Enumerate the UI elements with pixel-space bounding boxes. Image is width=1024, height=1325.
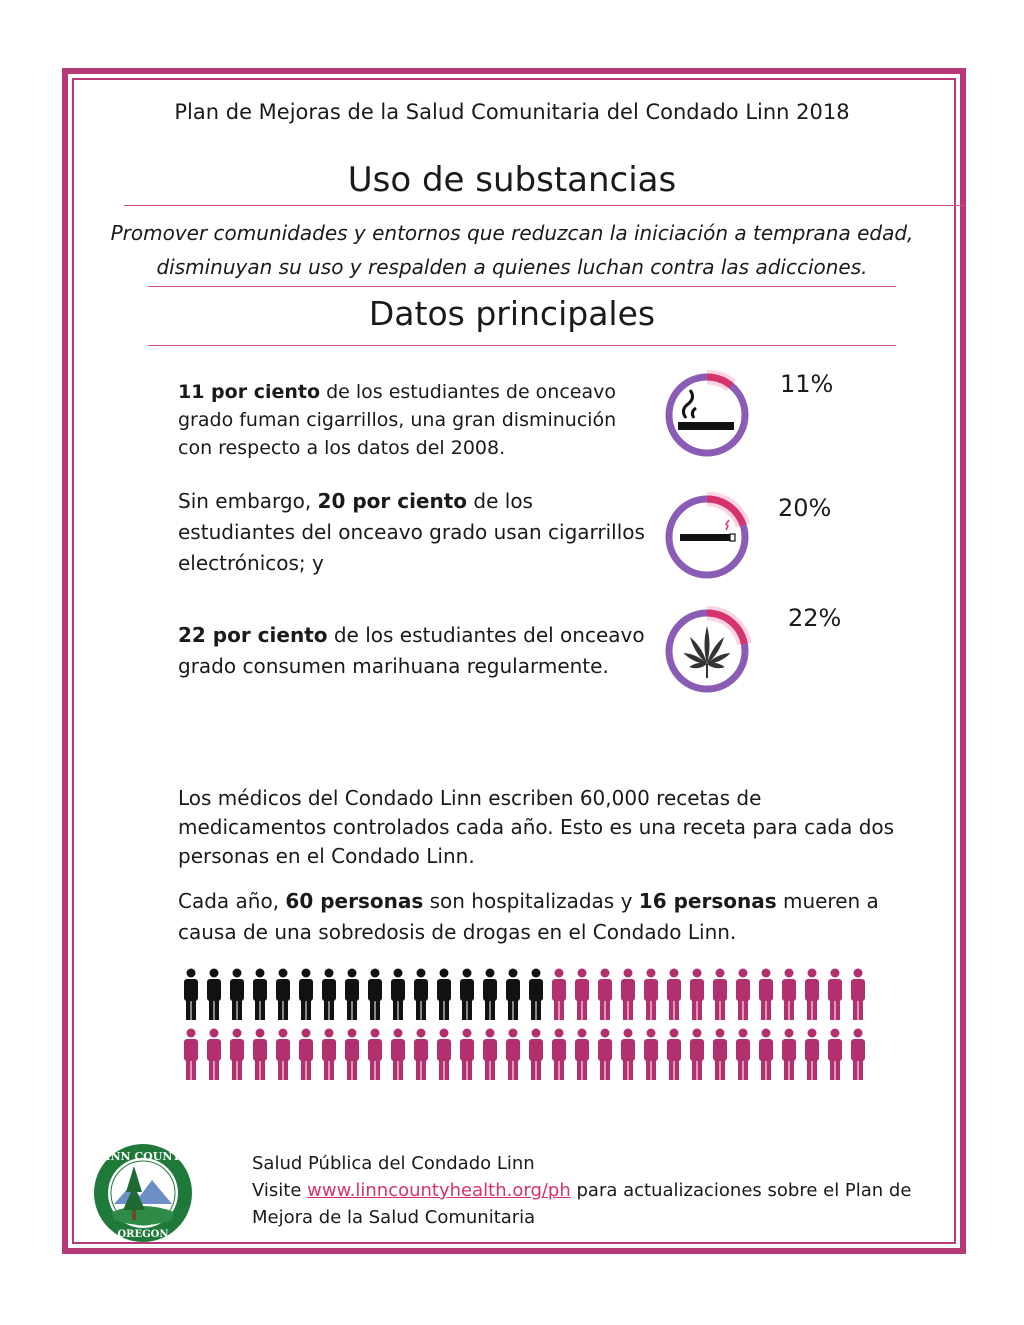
seal-state: OREGON [117,1229,169,1240]
person-icon-death [460,969,474,1021]
overdose-prefix: Cada año, [178,889,286,913]
person-icon-hospitalized [345,1029,359,1081]
key-facts-rule [148,345,896,346]
fact-marijuana-text: de los estudiantes del onceavo grado consumen marihuana regularmente. [178,623,645,678]
cigarette-body [678,422,734,430]
person-icon-hospitalized [690,969,704,1021]
footer-after: para actualizaciones sobre el Plan de Mejora de la Salud Comunitaria [252,1180,912,1228]
person-icon-death [437,969,451,1021]
person-icon-death [368,969,382,1021]
person-icon-death [506,969,520,1021]
person-icon-hospitalized [736,1029,750,1081]
person-icon-hospitalized [253,1029,267,1081]
person-icon-hospitalized [621,969,635,1021]
person-icon-death [322,969,336,1021]
fact-ecigarette-bold: 20 por ciento [317,489,468,513]
footer-org: Salud Pública del Condado Linn [252,1153,535,1174]
person-icon-hospitalized [690,1029,704,1081]
marijuana-ring [662,606,752,696]
person-icon-death [391,969,405,1021]
leaf-blade [705,626,710,664]
person-icon-hospitalized [851,969,865,1021]
person-icon-hospitalized [230,1029,244,1081]
prescriptions-paragraph: Los médicos del Condado Linn escriben 60,000 recetas de medicamentos controlados cada año. Esto es una receta para cada dos personas en el Condado Linn. [178,786,895,868]
person-icon-death [253,969,267,1021]
person-icon-hospitalized [805,969,819,1021]
seal-text: LINN COUNTY [97,1150,189,1163]
person-icon-hospitalized [299,1029,313,1081]
overdose-hospitalized: 60 personas [285,889,424,913]
fact-ecigarette [178,486,648,579]
ecig-body [680,534,730,541]
person-icon-hospitalized [667,1029,681,1081]
person-icon-hospitalized [276,1029,290,1081]
section-title: Uso de substancias [347,160,677,200]
person-icon-death [276,969,290,1021]
cannabis-leaf-icon [682,626,731,678]
person-icon-death [483,969,497,1021]
fact-ecigarette-percent: 20% [778,494,832,522]
smoking-ring [662,370,752,460]
person-icon-hospitalized [207,1029,221,1081]
fact-smoking [178,378,648,462]
fact-marijuana-percent: 22% [788,604,842,632]
person-icon-hospitalized [529,1029,543,1081]
cigarette-icon [678,390,734,430]
person-icon-hospitalized [460,1029,474,1081]
subtitle-line-1: Promover comunidades y entornos que reduzcan la iniciación a temprana edad, [110,221,914,245]
person-icon-hospitalized [828,969,842,1021]
person-icon-hospitalized [483,1029,497,1081]
smoke-curl-small [692,408,696,418]
header-title: Plan de Mejoras de la Salud Comunitaria del Condado Linn 2018 [174,100,850,124]
person-icon-hospitalized [805,1029,819,1081]
person-icon-hospitalized [414,1029,428,1081]
person-icon-hospitalized [552,969,566,1021]
person-icon-hospitalized [782,1029,796,1081]
person-icon-hospitalized [598,969,612,1021]
cigarette-tip [678,422,684,430]
people-pictogram [182,968,872,1088]
vapor-spark [726,520,729,530]
person-icon-death [414,969,428,1021]
person-icon-death [230,969,244,1021]
person-icon-hospitalized [368,1029,382,1081]
person-icon-hospitalized [644,1029,658,1081]
person-icon-death [207,969,221,1021]
overdose-suffix: mueren a causa de una sobredosis de drogas en el Condado Linn. [178,889,879,944]
person-icon-death [529,969,543,1021]
fact-marijuana-bold: 22 por ciento [178,623,328,647]
subtitle-line-2: disminuyan su uso y respalden a quienes luchan contra las adicciones. [156,255,868,279]
person-icon-hospitalized [184,1029,198,1081]
footer-visit: Visite [252,1180,308,1201]
fact-ecigarette-text: de los estudiantes del onceavo grado usan cigarrillos electrónicos; y [178,489,645,575]
person-icon-hospitalized [644,969,658,1021]
overdose-paragraph [178,886,898,948]
person-icon-hospitalized [598,1029,612,1081]
linn-county-seal [92,1142,194,1244]
person-icon-hospitalized [391,1029,405,1081]
overdose-deaths: 16 personas [638,889,777,913]
person-icon-hospitalized [667,969,681,1021]
person-icon-hospitalized [782,969,796,1021]
person-icon-death [184,969,198,1021]
person-icon-hospitalized [506,1029,520,1081]
footer-link[interactable]: www.linncountyhealth.org/ph [307,1180,571,1201]
section-subtitle [100,216,924,284]
person-icon-hospitalized [851,1029,865,1081]
person-icon-hospitalized [759,1029,773,1081]
person-icon-hospitalized [575,969,589,1021]
fact-smoking-percent: 11% [780,370,834,398]
fact-marijuana [178,620,648,682]
subtitle-rule [148,286,896,287]
person-icon-hospitalized [736,969,750,1021]
fact-ecigarette-prefix: Sin embargo, [178,489,318,513]
overdose-middle: son hospitalizadas y [423,889,639,913]
footer [252,1150,932,1231]
person-icon-hospitalized [575,1029,589,1081]
fact-smoking-text: de los estudiantes de onceavo grado fuman cigarrillos, una gran disminución con respecto a los datos del 2008. [178,381,617,459]
person-icon-death [345,969,359,1021]
e-cigarette-icon [680,520,735,541]
person-icon-hospitalized [437,1029,451,1081]
key-facts-title: Datos principales [368,294,656,333]
person-icon-hospitalized [552,1029,566,1081]
person-icon-hospitalized [713,1029,727,1081]
person-icon-hospitalized [828,1029,842,1081]
fact-smoking-bold: 11 por ciento [178,381,321,403]
person-icon-hospitalized [621,1029,635,1081]
person-icon-hospitalized [322,1029,336,1081]
person-icon-hospitalized [759,969,773,1021]
section-title-rule [124,205,966,206]
ecig-tip [730,534,735,541]
person-icon-hospitalized [713,969,727,1021]
ring-track [669,377,745,453]
ecigarette-ring [662,492,752,582]
person-icon-death [299,969,313,1021]
